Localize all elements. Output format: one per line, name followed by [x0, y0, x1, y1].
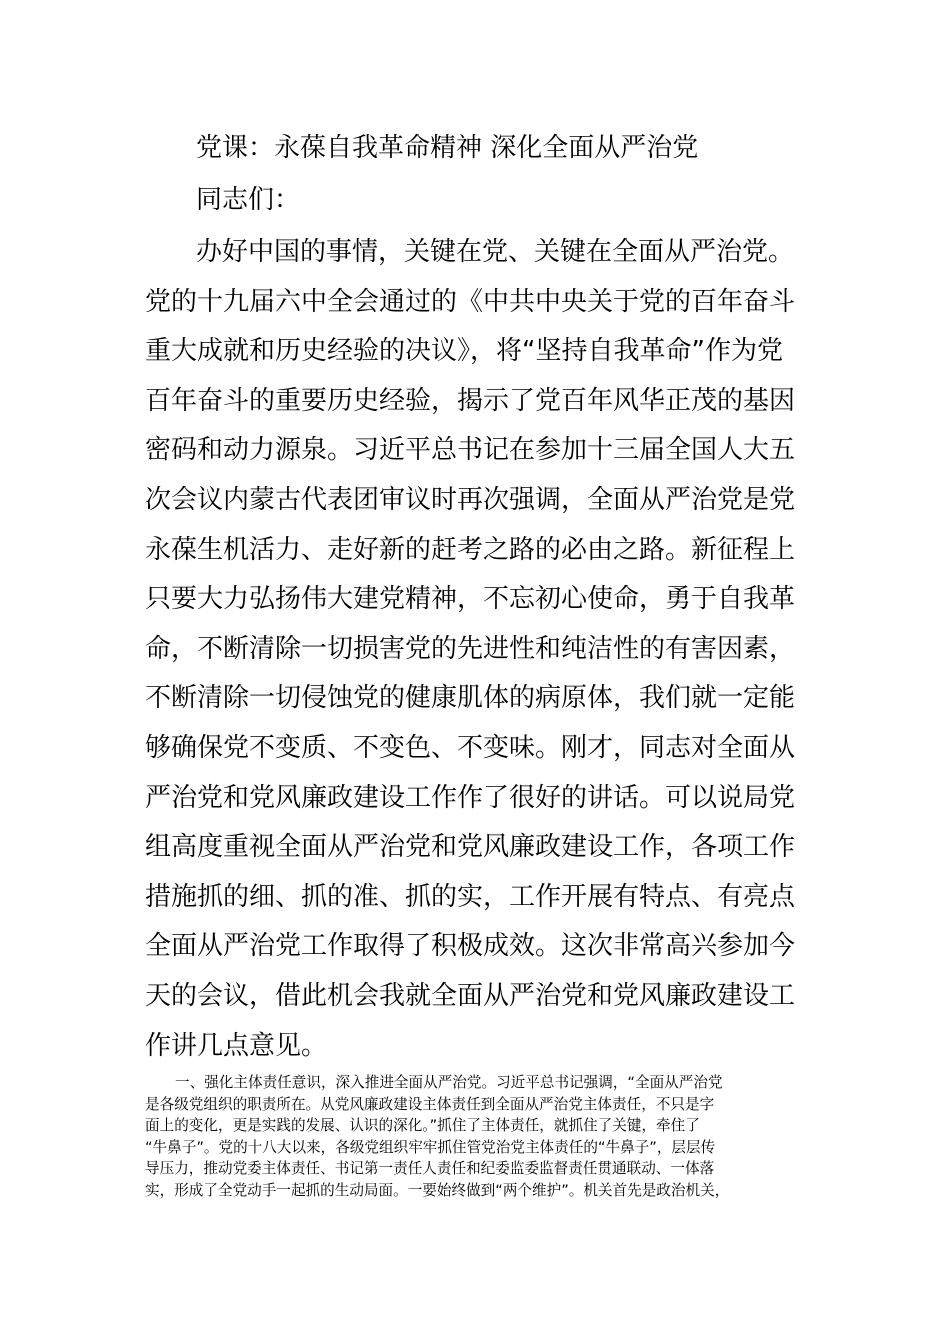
- text-line: 组高度重视全面从严治党和党风廉政建设工作，各项工作: [145, 832, 796, 863]
- text-line: 次会议内蒙古代表团审议时再次强调，全面从严治党是党: [145, 484, 796, 515]
- text-line: 面上的变化，更是实践的发展、认识的深化。”抓住了主体责任，就抓住了关键，牵住了: [145, 1117, 700, 1135]
- text-line: 只要大力弘扬伟大建党精神，不忘初心使命，勇于自我革: [145, 584, 796, 615]
- text-line: 严治党和党风廉政建设工作作了很好的讲话。可以说局党: [145, 782, 796, 813]
- text-line: 重大成就和历史经验的决议》，将“坚持自我革命”作为党: [145, 336, 783, 367]
- text-line: 全面从严治党工作取得了积极成效。这次非常高兴参加今: [145, 931, 796, 962]
- text-line: 一、强化主体责任意识，深入推进全面从严治党。习近平总书记强调，“全面从严治党: [175, 1074, 723, 1091]
- text-line: 百年奋斗的重要历史经验，揭示了党百年风华正茂的基因: [145, 385, 796, 416]
- text-line: 党的十九届六中全会通过的《中共中央关于党的百年奋斗: [145, 286, 796, 317]
- text-line: 不断清除一切侵蚀党的健康肌体的病原体，我们就一定能: [145, 683, 796, 714]
- text-line: 够确保党不变质、不变色、不变味。刚才，同志对全面从: [145, 732, 796, 763]
- text-line: 永葆生机活力、走好新的赶考之路的必由之路。新征程上: [145, 534, 796, 565]
- text-line: 是各级党组织的职责所在。从党风廉政建设主体责任到全面从严治党主体责任，不只是字: [145, 1095, 715, 1113]
- text-line: 实，形成了全党动手一起抓的生动局面。一要始终做到“两个维护”。机关首先是政治机关，: [145, 1181, 730, 1199]
- text-line: 命，不断清除一切损害党的先进性和纯洁性的有害因素，: [145, 633, 796, 664]
- text-line: “牛鼻子”。党的十八大以来，各级党组织牢牢抓住管党治党主体责任的“牛鼻子”，层层传: [145, 1138, 716, 1156]
- text-line: 办好中国的事情，关键在党、关键在全面从严治党。: [196, 237, 795, 267]
- text-line: 措施抓的细、抓的准、抓的实，工作开展有特点、有亮点: [145, 881, 796, 912]
- text-line: 作讲几点意见。: [145, 1030, 328, 1061]
- text-line: 密码和动力源泉。习近平总书记在参加十三届全国人大五: [145, 435, 796, 466]
- intro-paragraph: [145, 228, 815, 1071]
- text-line: 天的会议，借此机会我就全面从严治党和党风廉政建设工: [145, 980, 796, 1011]
- greeting: 同志们：: [196, 185, 301, 215]
- text-line: 导压力，推动党委主体责任、书记第一责任人责任和纪委监委监督责任贯通联动、一体落: [145, 1160, 715, 1178]
- section-one-paragraph: [145, 1072, 825, 1202]
- document-title: 党课：永葆自我革命精神 深化全面从严治党: [196, 133, 699, 163]
